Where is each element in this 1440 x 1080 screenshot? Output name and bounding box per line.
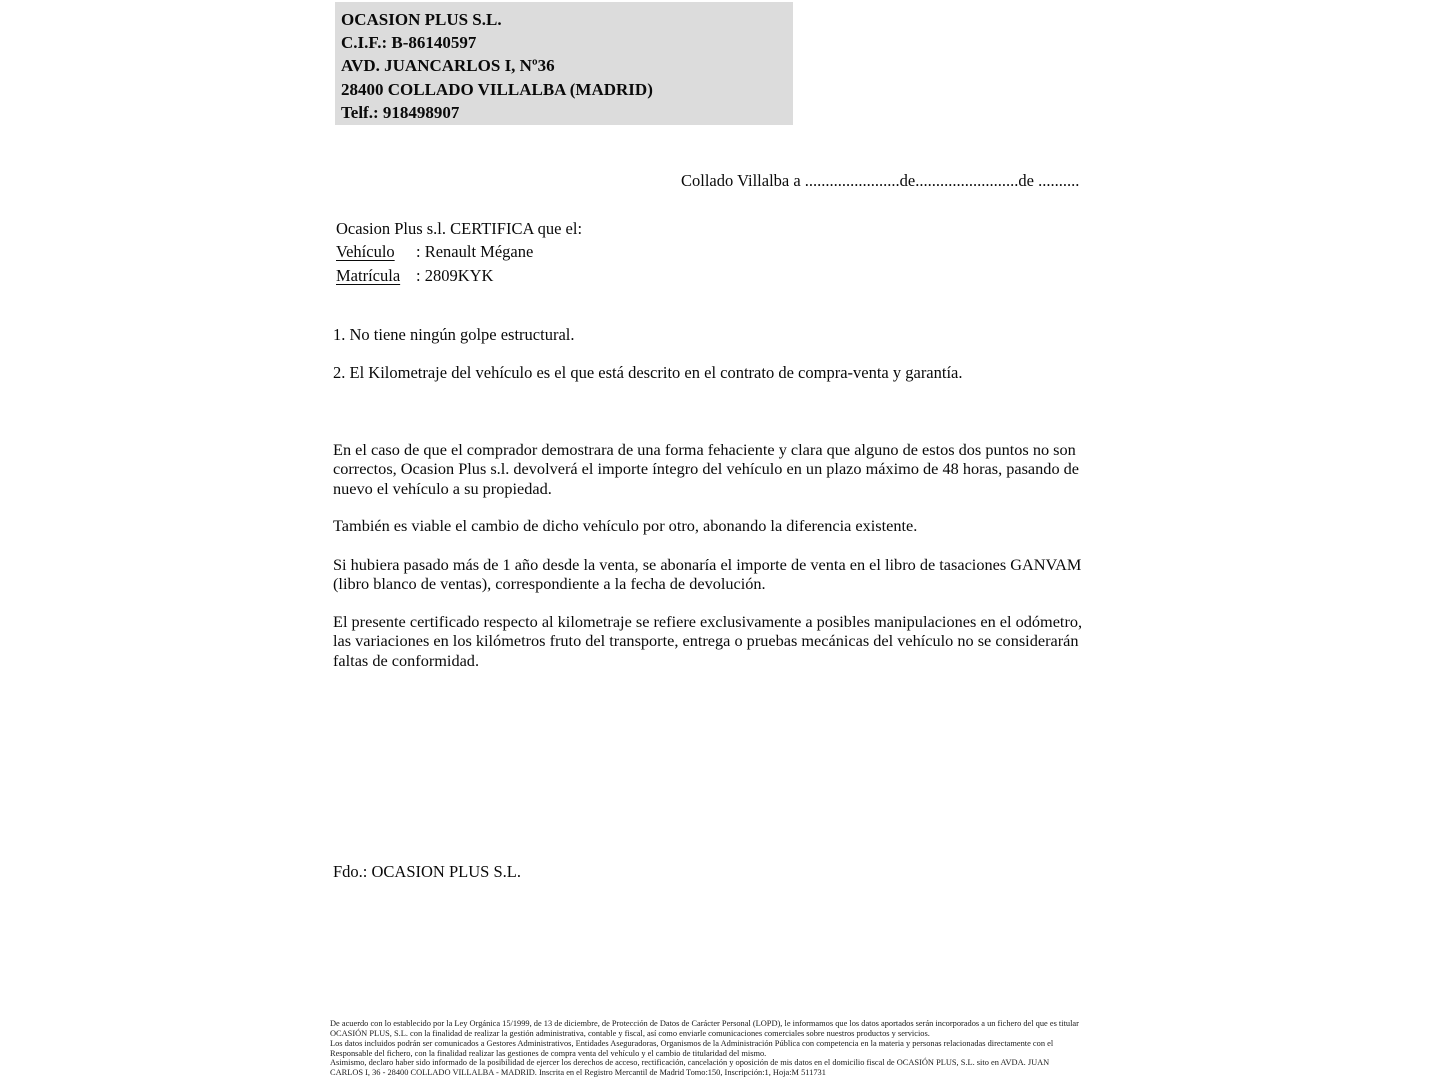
legal-line: Asimismo, declaro haber sido informado de la posibilidad de ejercer los derechos de acceso, rectificación, cancelación y oposición de mis datos en el domicilio fiscal de OCASIÓN PLUS, S.L. sito en AVDA. JUAN — [330, 1058, 1050, 1068]
letterhead-box — [335, 2, 793, 125]
legal-line: CARLOS I, 36 - 28400 COLLADO VILLALBA - MADRID. Inscrita en el Registro Mercantil de Madrid Tomo:150, Inscripción:1, Hoja:M 511731 — [330, 1068, 826, 1078]
plate-value: 2809KYK — [424, 265, 494, 285]
company-cif: C.I.F.: B-86140597 — [341, 33, 477, 53]
plate-label: Matrícula — [336, 265, 401, 285]
legal-footer — [330, 1019, 1079, 1078]
vehicle-separator: : — [416, 242, 421, 262]
legal-line: OCASIÓN PLUS, S.L. con la finalidad de realizar la gestión administrativa, contable y fiscal, así como enviarle comunicaciones comerciales sobre nuestros productos y servicios. — [330, 1028, 930, 1038]
vehicle-field — [336, 240, 582, 263]
plate-field — [336, 264, 582, 287]
paragraph-refund-policy: En el caso de que el comprador demostrara de una forma fehaciente y clara que alguno de estos dos puntos no son correctos, Ocasion Plus s.l. devolverá el importe íntegro del vehículo en un plazo máximo de 48 horas, pasando de nuevo el vehículo a su propiedad. — [333, 440, 1080, 498]
date-line: Collado Villalba a .......................de.........................de .......... — [681, 171, 1080, 190]
legal-line: Los datos incluidos podrán ser comunicados a Gestores Administrativos, Entidades Aseguradoras, Organismos de la Administración Pública con competencia en la materia y personas relacionadas directamente con el — [330, 1038, 1054, 1048]
company-name: OCASION PLUS S.L. — [341, 10, 502, 29]
company-city: 28400 COLLADO VILLALBA (MADRID) — [341, 79, 653, 99]
plate-separator: : — [416, 265, 421, 285]
paragraph-odometer-disclaimer: El presente certificado respecto al kilometraje se refiere exclusivamente a posibles manipulaciones en el odómetro, las variaciones en los kilómetros fruto del transporte, entrega o pruebas mecánicas del vehículo no se considerarán faltas de conformidad. — [333, 612, 1083, 670]
vehicle-value: Renault Mégane — [424, 242, 534, 262]
company-address: AVD. JUANCARLOS I, Nº36 — [341, 56, 555, 76]
signature-line: Fdo.: OCASION PLUS S.L. — [333, 862, 521, 881]
certification-block — [336, 217, 582, 287]
legal-line: De acuerdo con lo establecido por la Ley Orgánica 15/1999, de 13 de diciembre, de Protección de Datos de Carácter Personal (LOPD), le informamos que los datos aportados serán incorporados a un fichero del que es titular — [330, 1019, 1079, 1028]
paragraph-ganvam-valuation: Si hubiera pasado más de 1 año desde la venta, se abonaría el importe de venta en el libro de tasaciones GANVAM (libro blanco de ventas), correspondiente a la fecha de devolución. — [333, 555, 1082, 594]
certification-intro: Ocasion Plus s.l. CERTIFICA que el: — [336, 219, 583, 238]
legal-line: Responsable del fichero, con la finalidad realizar las gestiones de compra venta del vehículo y el cambio de titularidad del mismo. — [330, 1048, 767, 1058]
point-1: 1. No tiene ningún golpe estructural. — [333, 325, 575, 344]
company-phone: Telf.: 918498907 — [341, 102, 460, 122]
paragraph-exchange-option: También es viable el cambio de dicho vehículo por otro, abonando la diferencia existente. — [333, 516, 918, 535]
vehicle-label: Vehículo — [336, 242, 395, 262]
point-2: 2. El Kilometraje del vehículo es el que está descrito en el contrato de compra-venta y garantía. — [333, 363, 963, 382]
